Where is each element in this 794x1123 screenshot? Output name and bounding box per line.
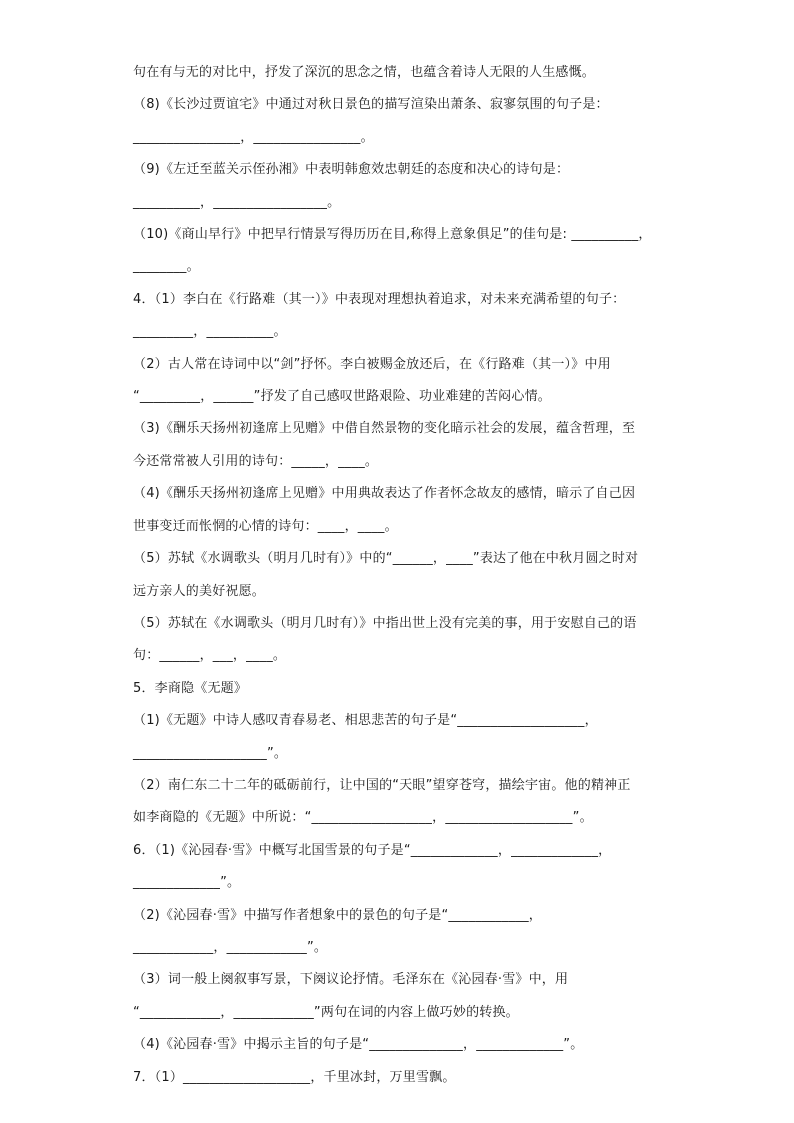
text-line: （9)《左迁至蓝关示侄孙湘》中表明韩愈效忠朝廷的态度和决心的诗句是： <box>133 162 570 177</box>
text-line: （3）词一般上阕叙事写景，下阕议论抒情。毛泽东在《沁园春·雪》中，用 <box>133 972 569 987</box>
text-line: （2)《沁园春·雪》中描写作者想象中的景色的句子是“____________， <box>133 908 543 923</box>
text-line: （4)《酬乐天扬州初逢席上见赠》中用典故表达了作者怀念故友的感情，暗示了自己因 <box>133 486 636 501</box>
text-line: （3)《酬乐天扬州初逢席上见赠》中借自然景物的变化暗示社会的发展，蕴含哲理，至 <box>133 421 636 436</box>
text-line: （5）苏轼在《水调歌头（明月几时有）》中指出世上没有完美的事，用于安慰自己的语 <box>133 616 637 631</box>
text-line: 如李商隐的《无题》中所说：“__________________，___________________”。 <box>133 810 593 825</box>
text-line: （2）古人常在诗词中以“剑”抒怀。李白被赐金放还后，在《行路难（其一）》中用 <box>133 357 611 372</box>
text-line: _____________”。 <box>133 875 241 890</box>
question-6-heading: 6．（1)《沁园春·雪》中概写北国雪景的句子是“_____________，_____________， <box>133 843 612 858</box>
text-line: （5）苏轼《水调歌头（明月几时有）》中的“______，____”表达了他在中秋月圆之时对 <box>133 551 639 566</box>
text-line: （8)《长沙过贾谊宅》中通过对秋日景色的描写渲染出萧条、寂寥氛围的句子是： <box>133 97 609 112</box>
text-line: __________，_________________。 <box>133 195 341 210</box>
text-line: （1)《无题》中诗人感叹青春易老、相思悲苦的句子是“___________________， <box>133 713 598 728</box>
question-4-heading: 4．（1）李白在《行路难（其一）》中表现对理想执着追求，对未来充满希望的句子： <box>133 292 626 307</box>
text-line: “_________，______”抒发了自己感叹世路艰险、功业难建的苦闷心情。 <box>133 389 551 404</box>
text-line: 句在有与无的对比中，抒发了深沉的思念之情，也蕴含着诗人无限的人生感慨。 <box>133 65 596 80</box>
text-line: 世事变迁而怅惘的心情的诗句：____，____。 <box>133 519 398 534</box>
question-5-heading: 5．李商隐《无题》 <box>133 681 248 696</box>
text-line: _________，__________。 <box>133 324 287 339</box>
text-line: ________________，________________。 <box>133 130 374 145</box>
text-line: （10)《商山早行》中把早行情景写得历历在目,称得上意象俱足”的佳句是: __________， <box>133 227 652 242</box>
text-line: ________。 <box>133 259 200 274</box>
text-line: （4)《沁园春·雪》中揭示主旨的句子是“______________，_____________”。 <box>133 1037 584 1052</box>
text-line: 句：______，___，____。 <box>133 648 287 663</box>
question-7-heading: 7．（1）___________________，千里冰封，万里雪飘。 <box>133 1070 456 1085</box>
text-line: 今还常常被人引用的诗句：_____，____。 <box>133 454 379 469</box>
text-line: 远方亲人的美好祝愿。 <box>133 584 266 599</box>
text-line: ____________________”。 <box>133 746 288 761</box>
text-line: “____________，____________”两句在词的内容上做巧妙的转换。 <box>133 1005 519 1020</box>
text-line: （2）南仁东二十二年的砥砺前行，让中国的“天眼”望穿苍穹，描绘宇宙。他的精神正 <box>133 778 631 793</box>
text-line: ____________，____________”。 <box>133 940 328 955</box>
